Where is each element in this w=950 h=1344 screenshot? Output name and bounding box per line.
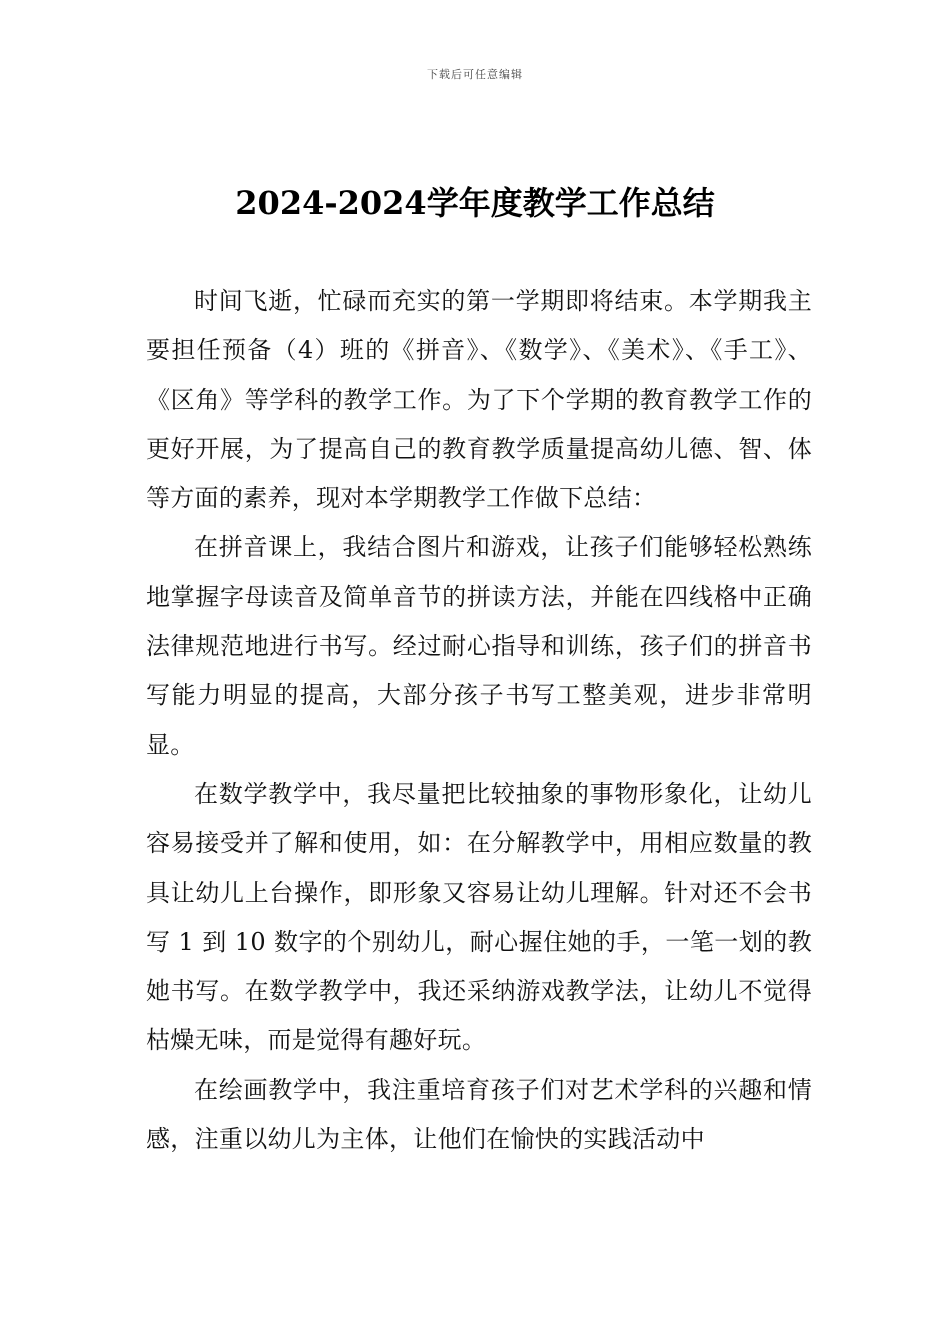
document-body — [146, 277, 812, 1164]
paragraph-art: 在绘画教学中，我注重培育孩子们对艺术学科的兴趣和情感，注重以幼儿为主体，让他们在愉快的实践活动中 — [146, 1075, 812, 1154]
paragraph-pinyin: 在拼音课上，我结合图片和游戏，让孩子们能够轻松熟练地掌握字母读音及简单音节的拼读方法，并能在四线格中正确法律规范地进行书写。经过耐心指导和训练，孩子们的拼音书写能力明显的提高，大部分孩子书写工整美观，进步非常明显。 — [146, 533, 812, 759]
header-note: 下载后可任意编辑 — [427, 68, 523, 81]
paragraph-intro: 时间飞逝，忙碌而充实的第一学期即将结束。本学期我主要担任预备（4）班的《拼音》、《数学》、《美术》、《手工》、《区角》等学科的教学工作。为了下个学期的教育教学工作的更好开展，为了提高自己的教育教学质量提高幼儿德、智、体等方面的素养，现对本学期教学工作做下总结： — [146, 287, 812, 513]
paragraph-math: 在数学教学中，我尽量把比较抽象的事物形象化，让幼儿容易接受并了解和使用，如：在分解教学中，用相应数量的教具让幼儿上台操作，即形象又容易让幼儿理解。针对还不会书写 1 到 10 数字的个别幼儿，耐心握住她的手，一笔一划的教她书写。在数学教学中，我还采纳游戏教学法，让幼儿不觉得枯燥无味，而是觉得有趣好玩。 — [146, 779, 812, 1055]
document-title: 2024-2024学年度教学工作总结 — [235, 184, 715, 222]
